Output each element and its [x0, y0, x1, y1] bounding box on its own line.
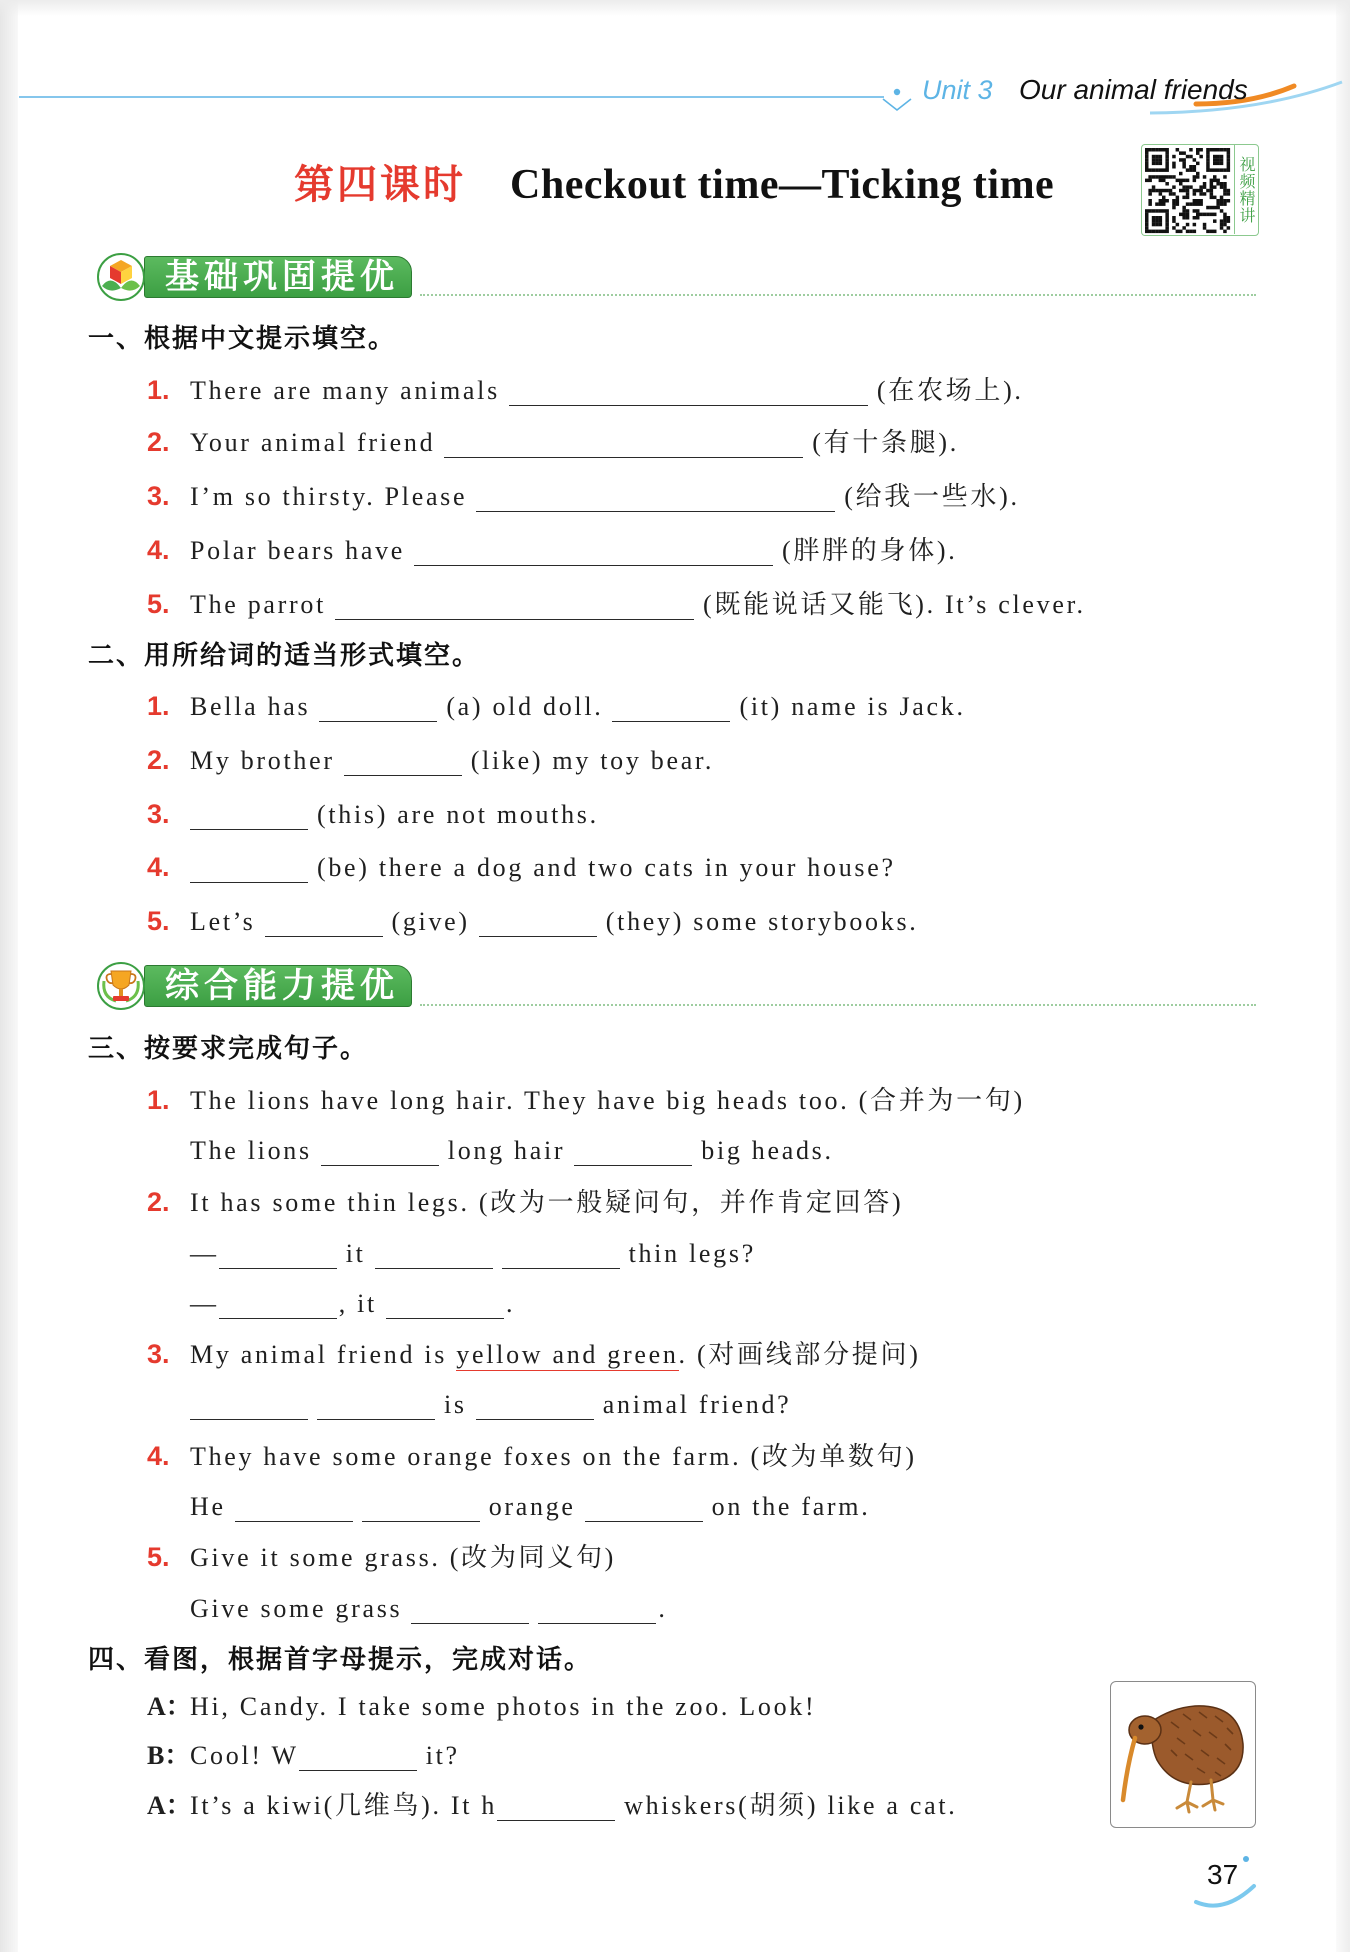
- underlined-phrase: yellow and green: [456, 1340, 679, 1369]
- answer-blank: [319, 691, 437, 722]
- item-text: There are many animals: [190, 376, 500, 405]
- qr-code-icon: [1145, 148, 1231, 234]
- answer-blank: [317, 1389, 435, 1420]
- answer-blank: [235, 1491, 353, 1522]
- part3-item-answer: [190, 1385, 791, 1425]
- trophy-icon: [94, 961, 150, 1011]
- part2-item: [147, 794, 599, 834]
- item-text: (it) name is Jack.: [739, 692, 966, 721]
- qr-block: [1141, 144, 1259, 236]
- part3-item-prompt: [147, 1436, 917, 1476]
- dialogue-text: It’s a kiwi(几维鸟). It h: [190, 1791, 498, 1820]
- item-text: Give some grass: [190, 1594, 403, 1623]
- dialogue-text: Cool! W: [190, 1741, 299, 1770]
- item-text: is: [444, 1390, 467, 1419]
- answer-blank: [362, 1491, 480, 1522]
- answer-blank: [612, 691, 730, 722]
- part2-item: [147, 847, 896, 887]
- item-number: 4.: [147, 535, 170, 565]
- item-text: (this) are not mouths.: [317, 800, 599, 829]
- item-text: The lions have long hair. They have big heads too. (合并为一句): [190, 1086, 1025, 1115]
- part2-item: [147, 901, 918, 941]
- item-text: Your animal friend: [190, 428, 436, 457]
- answer-blank: [219, 1238, 337, 1269]
- item-text: It has some thin legs. (改为一般疑问句，并作肯定回答): [190, 1188, 904, 1217]
- part3-item-prompt: [147, 1080, 1025, 1120]
- item-number: 4.: [147, 852, 170, 882]
- item-number: 3.: [147, 481, 170, 511]
- item-number: 5.: [147, 1542, 170, 1572]
- item-number: 1.: [147, 691, 170, 721]
- answer-blank: [538, 1593, 656, 1624]
- answer-blank: [479, 906, 597, 937]
- part2-item: [147, 686, 966, 726]
- dash: —: [190, 1239, 219, 1268]
- qr-label: 视频精讲: [1234, 145, 1258, 234]
- part3-item-prompt: [147, 1182, 903, 1222]
- part3-item-answer: [190, 1234, 756, 1274]
- cube-leaf-icon: [94, 252, 150, 302]
- item-text: it: [345, 1239, 366, 1268]
- item-text: (a) old doll.: [446, 692, 604, 721]
- dialogue-line: [147, 1687, 816, 1727]
- item-number: 3.: [147, 799, 170, 829]
- answer-blank: [219, 1288, 337, 1319]
- part1-item: [147, 422, 959, 462]
- answer-blank: [509, 375, 868, 406]
- answer-blank: [497, 1790, 615, 1821]
- answer-blank: [190, 852, 308, 883]
- answer-blank: [444, 427, 803, 458]
- kiwi-bird-icon: [1111, 1682, 1257, 1829]
- dialogue-line: [147, 1786, 957, 1826]
- answer-blank: [414, 535, 773, 566]
- answer-blank: [386, 1288, 504, 1319]
- lesson-title: Checkout time—Ticking time: [510, 162, 1055, 208]
- item-number: 2.: [147, 1187, 170, 1217]
- item-number: 5.: [147, 589, 170, 619]
- unit-title: Our animal friends: [1019, 74, 1248, 105]
- part2-item: [147, 740, 714, 780]
- item-text: (like) my toy bear.: [470, 746, 715, 775]
- item-text: Let’s: [190, 907, 256, 936]
- item-text: He: [190, 1492, 226, 1521]
- item-text: (give): [391, 907, 470, 936]
- section-divider: [420, 1004, 1256, 1006]
- page-number: 37: [1207, 1859, 1239, 1890]
- item-text: .: [505, 1289, 516, 1318]
- banner-label: 基础巩固提优: [144, 256, 412, 298]
- part1-item: [147, 584, 1086, 624]
- part3-item-answer: [190, 1589, 668, 1629]
- dialogue-text: it?: [425, 1741, 460, 1770]
- scan-edge-right: [1336, 0, 1350, 1952]
- answer-blank: [585, 1491, 703, 1522]
- dialogue-line: [147, 1736, 460, 1776]
- item-hint: (既能说话又能飞). It’s clever.: [703, 590, 1086, 619]
- part2-heading: 二、用所给词的适当形式填空。: [88, 640, 481, 670]
- answer-blank: [265, 906, 383, 937]
- part1-heading: 一、根据中文提示填空。: [88, 323, 397, 353]
- scan-edge-left: [0, 0, 18, 1952]
- part1-item: [147, 370, 1024, 410]
- section-banner-basic: [94, 252, 424, 302]
- item-number: 3.: [147, 1339, 170, 1369]
- item-text: My brother: [190, 746, 335, 775]
- header-decoration: [0, 0, 1350, 130]
- item-text: Bella has: [190, 692, 311, 721]
- item-text: (they) some storybooks.: [605, 907, 919, 936]
- dialogue-text: whiskers(胡须) like a cat.: [624, 1791, 958, 1820]
- section-banner-advanced: [94, 961, 424, 1011]
- part3-item-answer: [190, 1487, 870, 1527]
- item-text: thin legs?: [628, 1239, 756, 1268]
- item-hint: (胖胖的身体).: [782, 536, 958, 565]
- part3-item-prompt: [147, 1537, 616, 1577]
- item-text: . (对画线部分提问): [678, 1340, 921, 1369]
- item-text: (be) there a dog and two cats in your house?: [317, 853, 896, 882]
- item-text: , it: [338, 1289, 377, 1318]
- item-text: Give it some grass. (改为同义句): [190, 1543, 617, 1572]
- answer-blank: [476, 481, 835, 512]
- item-number: 4.: [147, 1441, 170, 1471]
- dash: —: [190, 1289, 219, 1318]
- item-hint: (有十条腿).: [812, 428, 959, 457]
- item-text: animal friend?: [602, 1390, 792, 1419]
- item-number: 2.: [147, 745, 170, 775]
- part3-item-prompt: [147, 1334, 921, 1374]
- item-text: They have some orange foxes on the farm. (改为单数句): [190, 1442, 917, 1471]
- answer-blank: [574, 1135, 692, 1166]
- speaker-label: A：: [147, 1791, 192, 1820]
- answer-blank: [190, 1389, 308, 1420]
- item-text: long hair: [447, 1136, 566, 1165]
- item-number: 1.: [147, 375, 170, 405]
- part4-heading: 四、看图，根据首字母提示，完成对话。: [88, 1644, 593, 1674]
- item-number: 1.: [147, 1085, 170, 1115]
- answer-blank: [375, 1238, 493, 1269]
- section-divider: [420, 294, 1256, 296]
- item-text: The parrot: [190, 590, 327, 619]
- item-hint: (在农场上).: [876, 376, 1024, 405]
- item-text: .: [658, 1594, 668, 1623]
- item-number: 2.: [147, 427, 170, 457]
- page-number-decoration: [1190, 1850, 1270, 1920]
- answer-blank: [299, 1740, 417, 1771]
- item-text: I’m so thirsty. Please: [190, 482, 468, 511]
- answer-blank: [335, 589, 694, 620]
- item-number: 5.: [147, 906, 170, 936]
- part1-item: [147, 476, 1020, 516]
- item-text: orange: [488, 1492, 576, 1521]
- part3-item-answer: [190, 1131, 834, 1171]
- lesson-label: 第四课时: [294, 162, 466, 207]
- answer-blank: [411, 1593, 529, 1624]
- item-text: The lions: [190, 1136, 312, 1165]
- item-text: big heads.: [701, 1136, 834, 1165]
- kiwi-picture: [1110, 1681, 1256, 1828]
- answer-blank: [190, 799, 308, 830]
- banner-label: 综合能力提优: [144, 965, 412, 1007]
- answer-blank: [321, 1135, 439, 1166]
- speaker-label: A：: [147, 1692, 192, 1721]
- dialogue-text: Hi, Candy. I take some photos in the zoo. Look!: [190, 1692, 817, 1721]
- answer-blank: [344, 745, 462, 776]
- item-text: Polar bears have: [190, 536, 406, 565]
- part3-heading: 三、按要求完成句子。: [88, 1033, 369, 1063]
- speaker-label: B：: [147, 1741, 191, 1770]
- answer-blank: [502, 1238, 620, 1269]
- answer-blank: [476, 1389, 594, 1420]
- part3-item-answer: [190, 1284, 515, 1324]
- item-text: My animal friend is: [190, 1340, 448, 1369]
- part1-item: [147, 530, 957, 570]
- item-text: on the farm.: [711, 1492, 871, 1521]
- unit-label: Unit 3: [922, 75, 993, 105]
- item-hint: (给我一些水).: [844, 482, 1020, 511]
